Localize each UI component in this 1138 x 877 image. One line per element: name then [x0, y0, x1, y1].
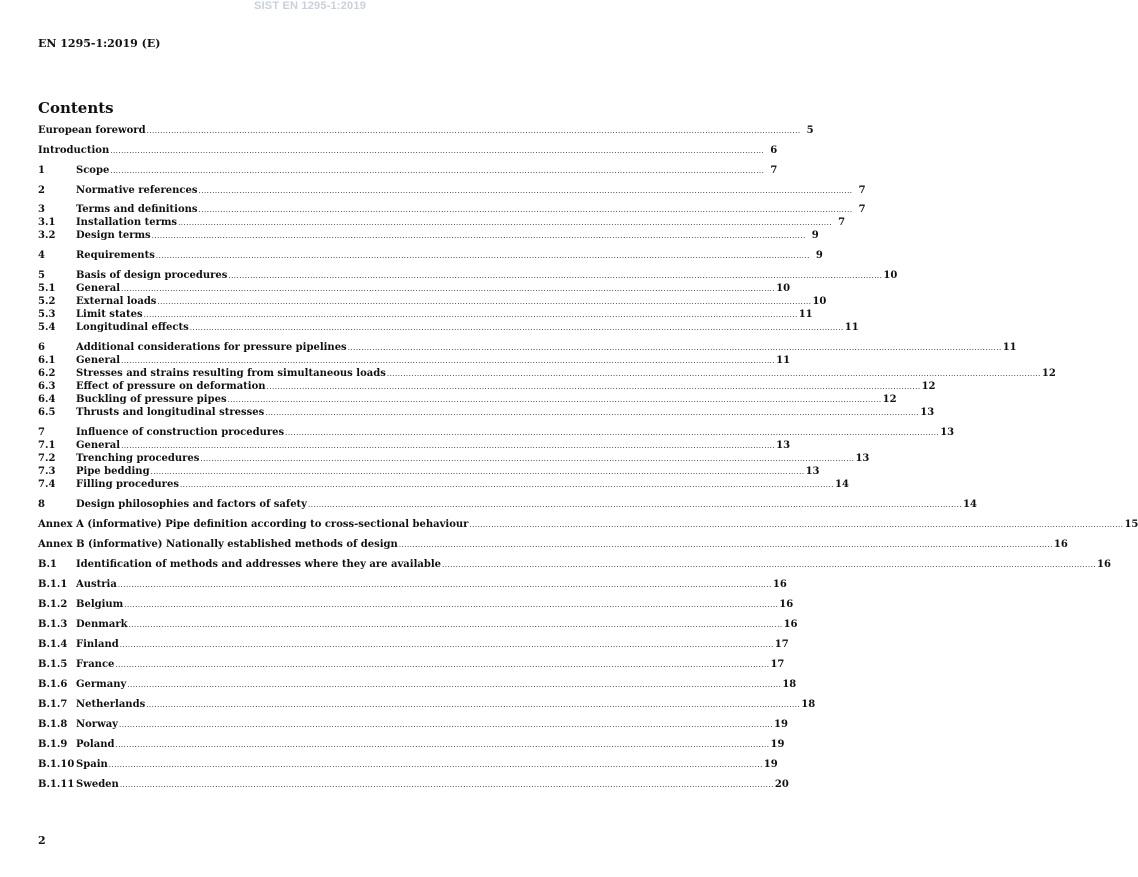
toc-entry-title: Germany: [76, 679, 127, 690]
toc-entry-page: 16: [779, 599, 794, 610]
toc-entry-number: 6: [38, 342, 45, 353]
toc-entry-page: 11: [844, 322, 859, 333]
toc-entry-title: Identification of methods and addresses where they are available: [76, 559, 441, 570]
toc-entry[interactable]: [38, 426, 955, 439]
toc-entry-page: 14: [963, 499, 977, 510]
toc-entry-page: 20: [774, 779, 789, 790]
dot-leader: [129, 619, 783, 632]
toc-entry-number: 5.3: [38, 309, 56, 320]
toc-entry-page: 9: [815, 250, 823, 261]
toc-entry[interactable]: [38, 718, 788, 731]
toc-entry-number: 5.1: [38, 283, 56, 294]
toc-entry-title: Design terms: [76, 230, 151, 241]
toc-entry[interactable]: [38, 452, 870, 465]
toc-entry-number: 6.3: [38, 381, 56, 392]
toc-entry-page: 13: [855, 453, 870, 464]
toc-entry-number: B.1: [38, 559, 57, 570]
toc-entry-page: 17: [774, 639, 789, 650]
toc-entry[interactable]: [38, 618, 798, 631]
toc-entry[interactable]: [38, 124, 814, 137]
contents-title: Contents: [38, 99, 114, 117]
dot-leader: [180, 479, 834, 492]
toc-entry[interactable]: [38, 393, 897, 406]
toc-entry-page: 19: [763, 759, 778, 770]
toc-entry[interactable]: [38, 164, 778, 177]
toc-entry-number: B.1.11: [38, 779, 75, 790]
toc-entry-page: 19: [770, 739, 785, 750]
toc-entry[interactable]: [38, 518, 1138, 531]
dot-leader: [127, 679, 781, 692]
dot-leader: [265, 407, 919, 420]
toc-entry-page: 14: [834, 479, 849, 490]
toc-entry-title: General: [76, 283, 121, 294]
toc-entry-page: 16: [1097, 559, 1111, 570]
toc-entry[interactable]: [38, 269, 898, 282]
dot-leader: [110, 145, 764, 158]
toc-entry-number: 6.5: [38, 407, 56, 418]
dot-leader: [156, 250, 810, 263]
toc-entry-title: Pipe bedding: [76, 466, 150, 477]
toc-entry-title: Austria: [76, 579, 117, 590]
toc-entry-title: Sweden: [76, 779, 119, 790]
toc-entry-title: Filling procedures: [76, 479, 179, 490]
toc-entry-page: 7: [858, 204, 866, 215]
toc-entry-page: 13: [776, 440, 791, 451]
toc-entry[interactable]: [38, 439, 791, 452]
toc-entry-page: 11: [1002, 342, 1017, 353]
toc-entry-title: Effect of pressure on deformation: [76, 381, 266, 392]
toc-entry-page: 18: [782, 679, 797, 690]
toc-entry-number: 5.2: [38, 296, 56, 307]
dot-leader: [146, 699, 800, 712]
toc-entry[interactable]: [38, 321, 859, 334]
toc-entry-title: Annex A (informative) Pipe definition according to cross-sectional behaviour: [38, 519, 469, 530]
document-id: EN 1295-1:2019 (E): [38, 37, 161, 50]
toc-entry-page: 7: [838, 217, 846, 228]
toc-entry[interactable]: [38, 341, 1017, 354]
toc-entry-number: 5.4: [38, 322, 56, 333]
dot-leader: [115, 739, 769, 752]
toc-entry-number: B.1.4: [38, 639, 68, 650]
toc-entry[interactable]: [38, 216, 846, 229]
toc-entry-title: Installation terms: [76, 217, 178, 228]
toc-entry-number: B.1.1: [38, 579, 68, 590]
toc-entry-title: France: [76, 659, 115, 670]
toc-entry-title: General: [76, 355, 121, 366]
toc-entry-title: Poland: [76, 739, 115, 750]
toc-entry[interactable]: [38, 758, 778, 771]
toc-entry-page: 19: [774, 719, 788, 730]
toc-entry-title: Requirements: [76, 250, 155, 261]
toc-entry-title: Denmark: [76, 619, 128, 630]
dot-leader: [110, 165, 764, 178]
toc-entry[interactable]: [38, 578, 787, 591]
toc-entry[interactable]: [38, 229, 819, 242]
toc-entry-page: 9: [811, 230, 819, 241]
toc-entry[interactable]: [38, 558, 1111, 571]
toc-entry-number: 7.1: [38, 440, 56, 451]
dot-leader: [118, 579, 772, 592]
toc-entry-number: 3.1: [38, 217, 56, 228]
dot-leader: [115, 659, 769, 672]
toc-entry-title: Basis of design procedures: [76, 270, 228, 281]
toc-entry[interactable]: [38, 380, 936, 393]
toc-entry-number: 8: [38, 499, 45, 510]
toc-entry-number: B.1.9: [38, 739, 68, 750]
toc-entry-title: Longitudinal effects: [76, 322, 189, 333]
toc-entry-number: 3: [38, 204, 45, 215]
toc-entry-page: 10: [883, 270, 898, 281]
dot-leader: [147, 125, 801, 138]
toc-entry-title: Thrusts and longitudinal stresses: [76, 407, 265, 418]
toc-entry-title: European foreword: [38, 125, 146, 136]
dot-leader: [399, 539, 1053, 552]
toc-entry-page: 12: [1041, 368, 1056, 379]
toc-entry-page: 11: [798, 309, 813, 320]
toc-entry[interactable]: [38, 406, 935, 419]
toc-entry-title: Terms and definitions: [76, 204, 198, 215]
toc-entry[interactable]: [38, 367, 1056, 380]
toc-entry-title: Influence of construction procedures: [76, 427, 285, 438]
dot-leader: [308, 499, 962, 512]
dot-leader: [124, 599, 778, 612]
toc-entry-title: Norway: [76, 719, 118, 730]
toc-entry-page: 17: [770, 659, 785, 670]
toc-entry-title: Design philosophies and factors of safety: [76, 499, 307, 510]
dot-leader: [199, 185, 853, 198]
toc-entry-number: 6.4: [38, 394, 56, 405]
dot-leader: [152, 230, 806, 243]
toc-entry-number: 7: [38, 427, 45, 438]
toc-entry[interactable]: [38, 203, 866, 216]
dot-leader: [120, 639, 774, 652]
toc-entry-title: Annex B (informative) Nationally established methods of design: [38, 539, 398, 550]
toc-entry-number: 7.4: [38, 479, 56, 490]
toc-entry-page: 13: [940, 427, 955, 438]
dot-leader: [469, 519, 1123, 532]
toc-entry[interactable]: [38, 465, 820, 478]
toc-entry-title: Limit states: [76, 309, 143, 320]
toc-entry-page: 7: [770, 165, 778, 176]
toc-entry-title: Netherlands: [76, 699, 146, 710]
toc-entry-page: 15: [1124, 519, 1138, 530]
toc-entry-number: 7.3: [38, 466, 56, 477]
toc-entry[interactable]: [38, 354, 791, 367]
toc-entry-page: 6: [770, 145, 778, 156]
toc-entry-title: Scope: [76, 165, 110, 176]
toc-entry-page: 13: [920, 407, 935, 418]
toc-entry-page: 7: [858, 185, 866, 196]
toc-entry[interactable]: [38, 698, 816, 711]
toc-entry[interactable]: [38, 249, 823, 262]
toc-entry[interactable]: [38, 295, 827, 308]
toc-entry-number: 1: [38, 165, 45, 176]
page-number: 2: [38, 834, 46, 847]
toc-entry[interactable]: [38, 478, 849, 491]
dot-leader: [119, 719, 773, 732]
toc-entry-page: 10: [776, 283, 791, 294]
toc-entry-title: Introduction: [38, 145, 110, 156]
toc-entry-page: 16: [1053, 539, 1068, 550]
toc-entry-number: B.1.8: [38, 719, 68, 730]
toc-entry-number: 7.2: [38, 453, 56, 464]
dot-leader: [442, 559, 1096, 572]
toc-entry-number: 2: [38, 185, 45, 196]
toc-entry-title: Trenching procedures: [76, 453, 200, 464]
toc-entry-title: Finland: [76, 639, 119, 650]
toc-entry-title: Stresses and strains resulting from simultaneous loads: [76, 368, 386, 379]
toc-entry-number: B.1.3: [38, 619, 68, 630]
toc-entry[interactable]: [38, 144, 778, 157]
toc-entry[interactable]: [38, 778, 789, 791]
toc-entry-page: 12: [882, 394, 897, 405]
toc-entry-page: 16: [783, 619, 798, 630]
toc-entry-number: B.1.10: [38, 759, 75, 770]
toc-entry[interactable]: [38, 638, 789, 651]
toc-entry-page: 13: [805, 466, 820, 477]
toc-entry-title: Additional considerations for pressure pipelines: [76, 342, 347, 353]
toc-entry[interactable]: [38, 538, 1068, 551]
toc-entry-number: B.1.5: [38, 659, 68, 670]
toc-entry-number: 5: [38, 270, 45, 281]
toc-entry-number: 6.1: [38, 355, 56, 366]
toc-entry-page: 12: [921, 381, 936, 392]
toc-entry[interactable]: [38, 184, 866, 197]
toc-entry[interactable]: [38, 678, 797, 691]
toc-entry-number: 3.2: [38, 230, 56, 241]
toc-entry-title: Normative references: [76, 185, 198, 196]
toc-entry-page: 5: [806, 125, 814, 136]
dot-leader: [120, 779, 774, 792]
toc-entry-number: B.1.6: [38, 679, 68, 690]
toc-entry-number: 6.2: [38, 368, 56, 379]
dot-leader: [190, 322, 844, 335]
watermark-text: SIST EN 1295-1:2019: [253, 0, 367, 12]
toc-entry-title: External loads: [76, 296, 157, 307]
toc-entry-title: General: [76, 440, 121, 451]
toc-entry-number: B.1.7: [38, 699, 68, 710]
dot-leader: [109, 759, 763, 772]
toc-entry[interactable]: [38, 598, 794, 611]
toc-entry-number: 4: [38, 250, 45, 261]
toc-entry-number: B.1.2: [38, 599, 68, 610]
toc-entry[interactable]: [38, 308, 813, 321]
toc-entry[interactable]: [38, 282, 791, 295]
toc-entry-page: 18: [801, 699, 816, 710]
toc-entry-title: Spain: [76, 759, 108, 770]
toc-entry[interactable]: [38, 498, 977, 511]
toc-entry[interactable]: [38, 738, 785, 751]
toc-entry-title: Buckling of pressure pipes: [76, 394, 227, 405]
toc-entry-title: Belgium: [76, 599, 124, 610]
toc-entry-page: 16: [772, 579, 787, 590]
toc-entry-page: 11: [776, 355, 791, 366]
toc-entry[interactable]: [38, 658, 785, 671]
toc-entry-page: 10: [812, 296, 827, 307]
